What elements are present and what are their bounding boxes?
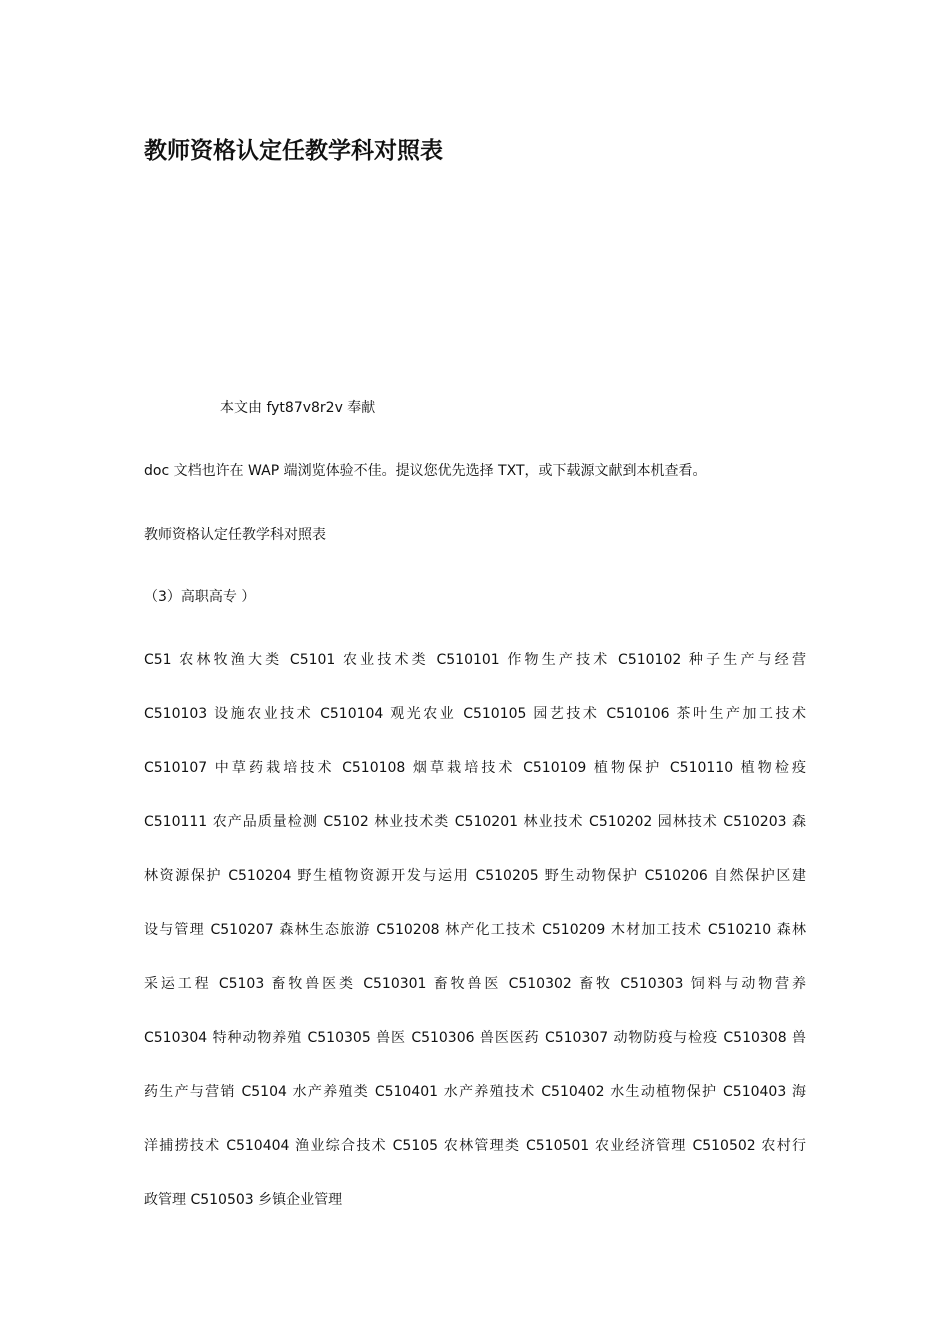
body-line: 设与管理 C510207 森林生态旅游 C510208 林产化工技术 C510209 木材加工技术 C510210 森林 [144, 922, 806, 938]
body-line: C510103 设施农业技术 C510104 观光农业 C510105 园艺技术 C510106 茶叶生产加工技术 [144, 706, 806, 722]
subject-list [144, 640, 806, 1234]
body-line: 政管理 C510503 乡镇企业管理 [144, 1192, 343, 1208]
body-line: 采运工程 C5103 畜牧兽医类 C510301 畜牧兽医 C510302 畜牧 C510303 饲料与动物营养 [144, 976, 806, 992]
document-title: 教师资格认定任教学科对照表 [144, 138, 443, 164]
body-line: C510304 特种动物养殖 C510305 兽医 C510306 兽医医药 C510307 动物防疫与检疫 C510308 兽 [144, 1030, 806, 1046]
body-line: 洋捕捞技术 C510404 渔业综合技术 C5105 农林管理类 C510501 农业经济管理 C510502 农村行 [144, 1138, 806, 1154]
category-heading: （3）高职高专 ） [144, 589, 256, 605]
body-line: 药生产与营销 C5104 水产养殖类 C510401 水产养殖技术 C510402 水生动植物保护 C510403 海 [144, 1084, 806, 1100]
body-line: 林资源保护 C510204 野生植物资源开发与运用 C510205 野生动物保护 C510206 自然保护区建 [144, 868, 806, 884]
document-subtitle: 教师资格认定任教学科对照表 [144, 527, 326, 543]
format-notice: doc 文档也许在 WAP 端浏览体验不佳。提议您优先选择 TXT，或下载源文献到本机查看。 [144, 463, 707, 479]
body-line: C510111 农产品质量检测 C5102 林业技术类 C510201 林业技术 C510202 园林技术 C510203 森 [144, 814, 806, 830]
contributor-line: 本文由 fyt87v8r2v 奉献 [220, 400, 376, 416]
body-line: C510107 中草药栽培技术 C510108 烟草栽培技术 C510109 植物保护 C510110 植物检疫 [144, 760, 806, 776]
body-line: C51 农林牧渔大类 C5101 农业技术类 C510101 作物生产技术 C510102 种子生产与经营 [144, 652, 806, 668]
